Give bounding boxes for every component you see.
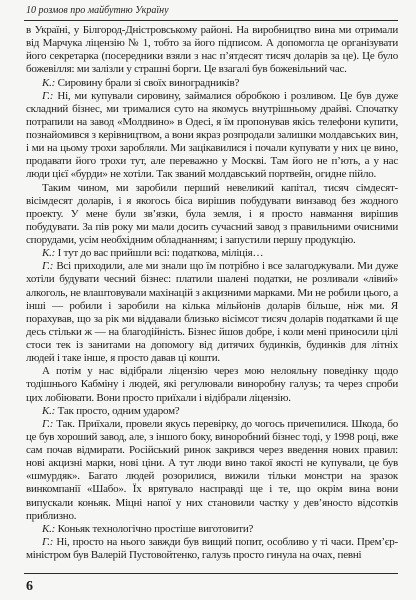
paragraph-text: Ні, ми купували сировину, займалися обробкою і розливом. Це був дуже складний бізнес, ми трималися суто на якомусь внутрішньому драйві. Спочатку потрапили на завод «Молдвино» в Одесі, я їм пропонував якісь телефони купити, познайомився з керівництвом, а вони якраз розпродали залишки молдавських вин, і ми на цьому трохи заробляли. Ми зацікавилися і почали купувати у них це вино, продавати його трохи тут, але переважно у Москві. Там його не п’ють, а у нас люди цієї «бурди» не хотіли. Так званий молдавський портвейн, огидне пійло.: [26, 89, 398, 181]
speaker-label: Г.:: [42, 535, 54, 548]
paragraph-text: Так. Приїхали, провели якусь перевірку, до чогось причепилися. Шкода, бо це був хороший завод, але, з іншого боку, виноробний бізнес тоді, у 1998 році, вже сам почав відмирати. Російський ринок закрився через введення нових правил: нові акцизні марки, нові ціни. А тут люди вино такої якості не купували, це був «шмурдяк». Багато людей розорилися, вижили тільки монстри на зразок винкомпанії «Шабо». Їх врятувало насправді ще і те, що окрім вина вони випускали коньяк. Міцні напої у них становили частку у дев’яносто відсотків приблизно.: [26, 417, 398, 522]
paragraph-text: Так просто, одним ударом?: [57, 404, 180, 417]
paragraph-text: Всі приходили, але ми знали що їм потрібно і все залагоджували. Ми дуже хотіли будувати чесний бізнес: платили шалені податки, не розливали «лівий» алкоголь, не влаштовували махінацій з акцизними марками. Ми не робили цього, а інші — робили і заробили на кілька мільйонів доларів більше, ніж ми. Я порахував, що за рік ми віддавали близько вісімсот тисяч доларів податками й ще десь стільки ж — на благодійність. Бізнес йшов добре, і коли мені приносили цілі стоси тек із занитами на допомогу від дитячих будинків, будинків для літніх людей і таке інше, я просто давав ці кошти.: [26, 260, 398, 365]
paragraph: [26, 24, 398, 77]
speaker-label: Г.:: [42, 260, 54, 273]
paragraph: [26, 405, 398, 418]
paragraph: [26, 182, 398, 248]
paragraph: [26, 418, 398, 523]
speaker-label: К.:: [42, 247, 56, 260]
footer-rule: [24, 573, 398, 574]
paragraph-text: Ні, просто на нього завжди був вищий попит, особливо у ті часи. Прем’єр-міністром був Валерій Пустовойтенко, галузь просто гинула на очах, певні: [26, 535, 398, 561]
paragraph: [26, 365, 398, 404]
paragraph-text: в Україні, у Білгород-Дністровському районі. На виробництво вина ми отримали від Марчука ліцензію № 1, тобто за його підписом. А допомогла це організувати його секретарка (посередники взяли з нас п’ятдесят тисяч доларів за це). Це було божевілля: ми залізли у страшні борги. Це взагалі був божевільний час.: [26, 24, 398, 76]
page-number: 6: [26, 579, 33, 594]
paragraph-text: Сировину брали зі своїх виноградників?: [57, 76, 240, 89]
paragraph: [26, 77, 398, 90]
speaker-label: К.:: [42, 522, 56, 535]
body-text: [26, 24, 398, 570]
paragraph: [26, 523, 398, 536]
paragraph: [26, 536, 398, 562]
paragraph-text: І тут до вас прийшли всі: податкова, міліція…: [57, 247, 264, 260]
speaker-label: К.:: [42, 76, 56, 89]
running-header: 10 розмов про майбутню Україну: [26, 5, 169, 16]
paragraph-text: Коньяк технологічно простіше виготовити?: [57, 522, 254, 535]
paragraph: [26, 247, 398, 260]
paragraph: [26, 260, 398, 365]
speaker-label: Г.:: [42, 89, 54, 102]
paragraph: [26, 90, 398, 182]
paragraph-text: А потім у нас відібрали ліцензію через мою нелояльну поведінку щодо тодішнього Кабміну і людей, які регулювали виноробну галузь; та через спроби цих лобіювати. Вони просто приїхали і відібрали ліцензію.: [26, 365, 398, 404]
paragraph-text: Таким чином, ми заробили перший невеликий капітал, тисяч сімдесят-вісімдесят доларів, і я якогось біса вирішив побудувати винзавод без жодного проекту. У мене були зв’язки, була земля, і я просто навмання вирішив побудувати. За пів року ми мали досить сучасний завод з правильними очисними спорудами, усім необхідним обладнанням; і запустили першу продукцію.: [26, 181, 398, 246]
header-rule: [24, 20, 398, 21]
speaker-label: Г.:: [42, 417, 54, 430]
speaker-label: К.:: [42, 404, 56, 417]
